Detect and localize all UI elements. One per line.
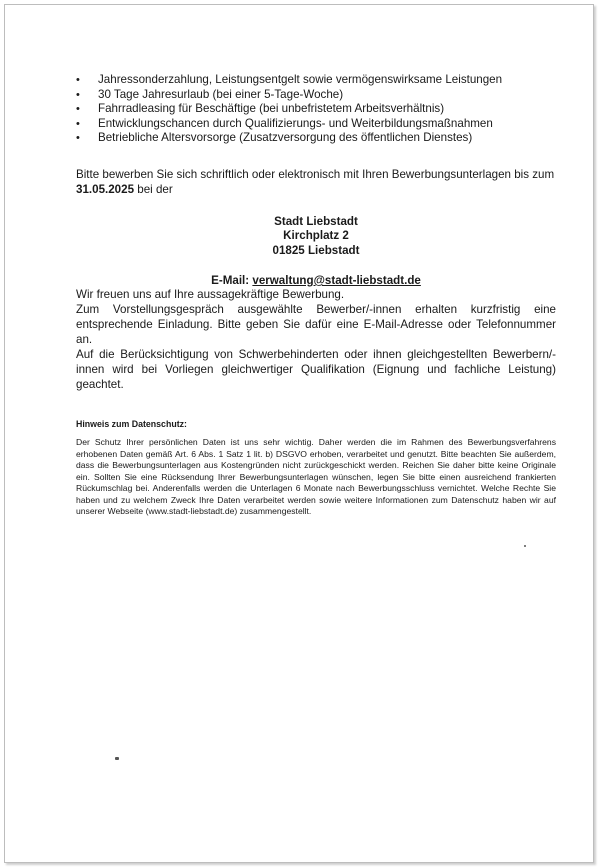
- application-text: Bitte bewerben Sie sich schriftlich oder elektronisch mit Ihren Bewerbungsunterlagen bis zum: [76, 167, 555, 181]
- thanks-paragraph: Wir freuen uns auf Ihre aussagekräftige Bewerbung.: [76, 288, 345, 301]
- interview-paragraph: Zum Vorstellungsgespräch ausgewählte Bewerber/-innen erhalten kurzfristig eine entsprechende Einladung. Bitte geben Sie dafür eine E-Mail-Adresse oder Telefonnummer an.: [76, 303, 556, 346]
- email-link[interactable]: verwaltung@stadt-liebstadt.de: [252, 274, 421, 287]
- list-item: [76, 131, 556, 146]
- privacy-text: Der Schutz Ihrer persönlichen Daten ist uns sehr wichtig. Daher werden die im Rahmen des Bewerbungsverfahrens erhobenen Daten gemäß Art. 6 Abs. 1 Satz 1 lit. b) DSGVO erhoben, verarbeitet und genutzt. Bitte beachten Sie außerdem, dass die Bewerbungsunterlagen aus Kostengründen nicht zurückgeschickt werden. Reichen Sie daher bitte keine Originale ein. Sollten Sie eine Rücksendung Ihrer Bewerbungsunterlagen wünschen, legen Sie bitte einen ausreichend frankierten Rückumschlag bei. Anderenfalls werden die Unterlagen 6 Monate nach Bewerbungsschluss vernichtet. Welche Rechte Sie haben und zu welchem Zweck Ihre Daten verarbeitet werden sowie weitere Informationen zum Datenschutz haben wir auf unserer Webseite (www.stadt-liebstadt.de) zusammengestellt.: [76, 437, 556, 516]
- list-item: [76, 117, 556, 132]
- benefit-text: Betriebliche Altersvorsorge (Zusatzversorgung des öffentlichen Dienstes): [98, 131, 473, 144]
- privacy-heading: Hinweis zum Datenschutz:: [76, 419, 187, 429]
- bullet-icon: •: [76, 103, 80, 115]
- application-deadline: 31.05.2025: [76, 182, 135, 196]
- application-suffix: bei der: [137, 182, 173, 196]
- bullet-icon: •: [76, 117, 80, 130]
- address-street: Kirchplatz 2: [283, 229, 349, 242]
- scan-speck: [524, 545, 526, 547]
- address-block: [76, 215, 556, 259]
- benefit-text: 30 Tage Jahresurlaub (bei einer 5-Tage-Woche): [98, 87, 344, 101]
- application-instructions: [76, 167, 556, 197]
- address-name: Stadt Liebstadt: [274, 214, 358, 228]
- bullet-icon: •: [76, 74, 80, 86]
- benefit-text: Jahressonderzahlung, Leistungsentgelt sowie vermögenswirksame Leistungen: [98, 73, 503, 86]
- bullet-icon: •: [76, 88, 80, 101]
- benefit-text: Fahrradleasing für Beschäftige (bei unbefristetem Arbeitsverhältnis): [98, 102, 445, 115]
- list-item: [76, 73, 556, 88]
- bullet-icon: •: [76, 132, 80, 144]
- benefit-text: Entwicklungschancen durch Qualifizierungs- und Weiterbildungsmaßnahmen: [98, 116, 493, 130]
- disability-paragraph: Auf die Berücksichtigung von Schwerbehinderten oder ihnen gleichgestellten Bewerbern/-innen wird bei Vorliegen gleichwertiger Qualifikation (Eignung und fachliche Leistung) geachtet.: [76, 348, 556, 391]
- email-line: [76, 274, 556, 287]
- benefits-list: [76, 73, 556, 146]
- list-item: [76, 102, 556, 117]
- document-page: [4, 4, 594, 863]
- document-body: [76, 73, 556, 518]
- address-city: 01825 Liebstadt: [272, 243, 360, 257]
- email-label: E-Mail:: [211, 274, 250, 287]
- list-item: [76, 88, 556, 103]
- scan-speck: [115, 757, 119, 760]
